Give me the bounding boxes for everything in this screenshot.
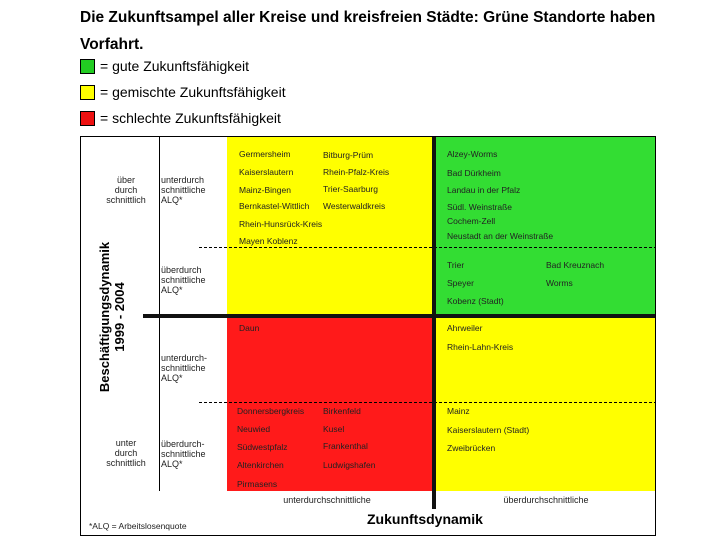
district-label: Neustadt an der Weinstraße xyxy=(447,231,554,241)
district-label: Südwestpfalz xyxy=(237,442,288,452)
legend-swatch-yellow xyxy=(80,85,95,100)
district-label: Worms xyxy=(546,278,573,288)
district-label: Westerwaldkreis xyxy=(323,201,386,211)
district-label: Donnersbergkreis xyxy=(237,406,305,416)
district-label: Landau in der Pfalz xyxy=(447,185,521,195)
district-label: Kaiserslautern xyxy=(239,167,294,177)
district-label: Bad Kreuznach xyxy=(546,260,605,270)
legend-label-bad: = schlechte Zukunftsfähigkeit xyxy=(100,110,281,126)
row-group-top-label: über durch schnittlich xyxy=(106,175,146,205)
x-category-high: überdurchschnittliche xyxy=(503,495,589,505)
horizontal-axis-divider xyxy=(143,314,656,318)
legend-label-mixed: = gemischte Zukunftsfähigkeit xyxy=(100,84,286,100)
district-label: Kaiserslautern (Stadt) xyxy=(447,425,530,435)
district-label: Frankenthal xyxy=(323,441,368,451)
district-label: Germersheim xyxy=(239,149,291,159)
district-label: Daun xyxy=(239,323,260,333)
district-label: Speyer xyxy=(447,278,474,288)
district-label: Zweibrücken xyxy=(447,443,496,453)
district-label: Bad Dürkheim xyxy=(447,168,501,178)
district-label: Mayen Koblenz xyxy=(239,236,298,246)
vertical-axis-divider xyxy=(432,137,436,509)
subrow-divider-bottom xyxy=(199,402,656,403)
y-axis-title xyxy=(97,242,127,392)
x-axis-title: Zukunftsdynamik xyxy=(367,511,483,527)
title-line-2: Vorfahrt. xyxy=(80,36,144,53)
district-label: Trier xyxy=(447,260,465,270)
district-label: Birkenfeld xyxy=(323,406,361,416)
legend-item-bad xyxy=(80,110,281,126)
y-axis-title-line-1: Beschäftigungsdynamik xyxy=(97,241,112,393)
row-label-1: unterdurch schnittliche ALQ* xyxy=(161,175,206,205)
legend-swatch-green xyxy=(80,59,95,74)
title-line-1: Die Zukunftsampel aller Kreise und kreisfreien Städte: Grüne Standorte haben xyxy=(80,9,656,26)
quadrant-top-right xyxy=(434,137,656,316)
district-label: Altenkirchen xyxy=(237,460,284,470)
district-label: Südl. Weinstraße xyxy=(447,202,513,212)
row-label-2: überdurch schnittliche ALQ* xyxy=(161,265,206,295)
legend-swatch-red xyxy=(80,111,95,126)
legend-item-mixed xyxy=(80,84,286,100)
district-label: Neuwied xyxy=(237,424,271,434)
page-title xyxy=(80,4,680,58)
district-label: Rhein-Pfalz-Kreis xyxy=(323,167,390,177)
district-label: Rhein-Hunsrück-Kreis xyxy=(239,219,323,229)
district-label: Mainz-Bingen xyxy=(239,185,291,195)
district-label: Kusel xyxy=(323,424,345,434)
row-label-4: überdurch- schnittliche ALQ* xyxy=(161,439,206,469)
district-label: Alzey-Worms xyxy=(447,149,498,159)
diagram-frame xyxy=(80,136,656,536)
district-label: Kobenz (Stadt) xyxy=(447,296,504,306)
y-axis-title-line-2: 1999 - 2004 xyxy=(112,282,127,352)
district-label: Mainz xyxy=(447,406,470,416)
row-label-3: unterdurch- schnittliche ALQ* xyxy=(161,353,208,383)
footnote: *ALQ = Arbeitslosenquote xyxy=(89,521,187,531)
district-label: Bitburg-Prüm xyxy=(323,150,374,160)
district-label: Ludwigshafen xyxy=(323,460,376,470)
district-label: Trier-Saarburg xyxy=(323,184,378,194)
subrow-divider-top xyxy=(199,247,656,248)
district-label: Bernkastel-Wittlich xyxy=(239,201,310,211)
district-label: Pirmasens xyxy=(237,479,278,489)
legend-item-good xyxy=(80,58,249,74)
legend-label-good: = gute Zukunftsfähigkeit xyxy=(100,58,250,74)
x-category-low: unterdurchschnittliche xyxy=(283,495,371,505)
district-label: Ahrweiler xyxy=(447,323,483,333)
row-group-bottom-label: unter durch schnittlich xyxy=(106,438,146,468)
district-label: Cochem-Zell xyxy=(447,216,496,226)
district-label: Rhein-Lahn-Kreis xyxy=(447,342,514,352)
